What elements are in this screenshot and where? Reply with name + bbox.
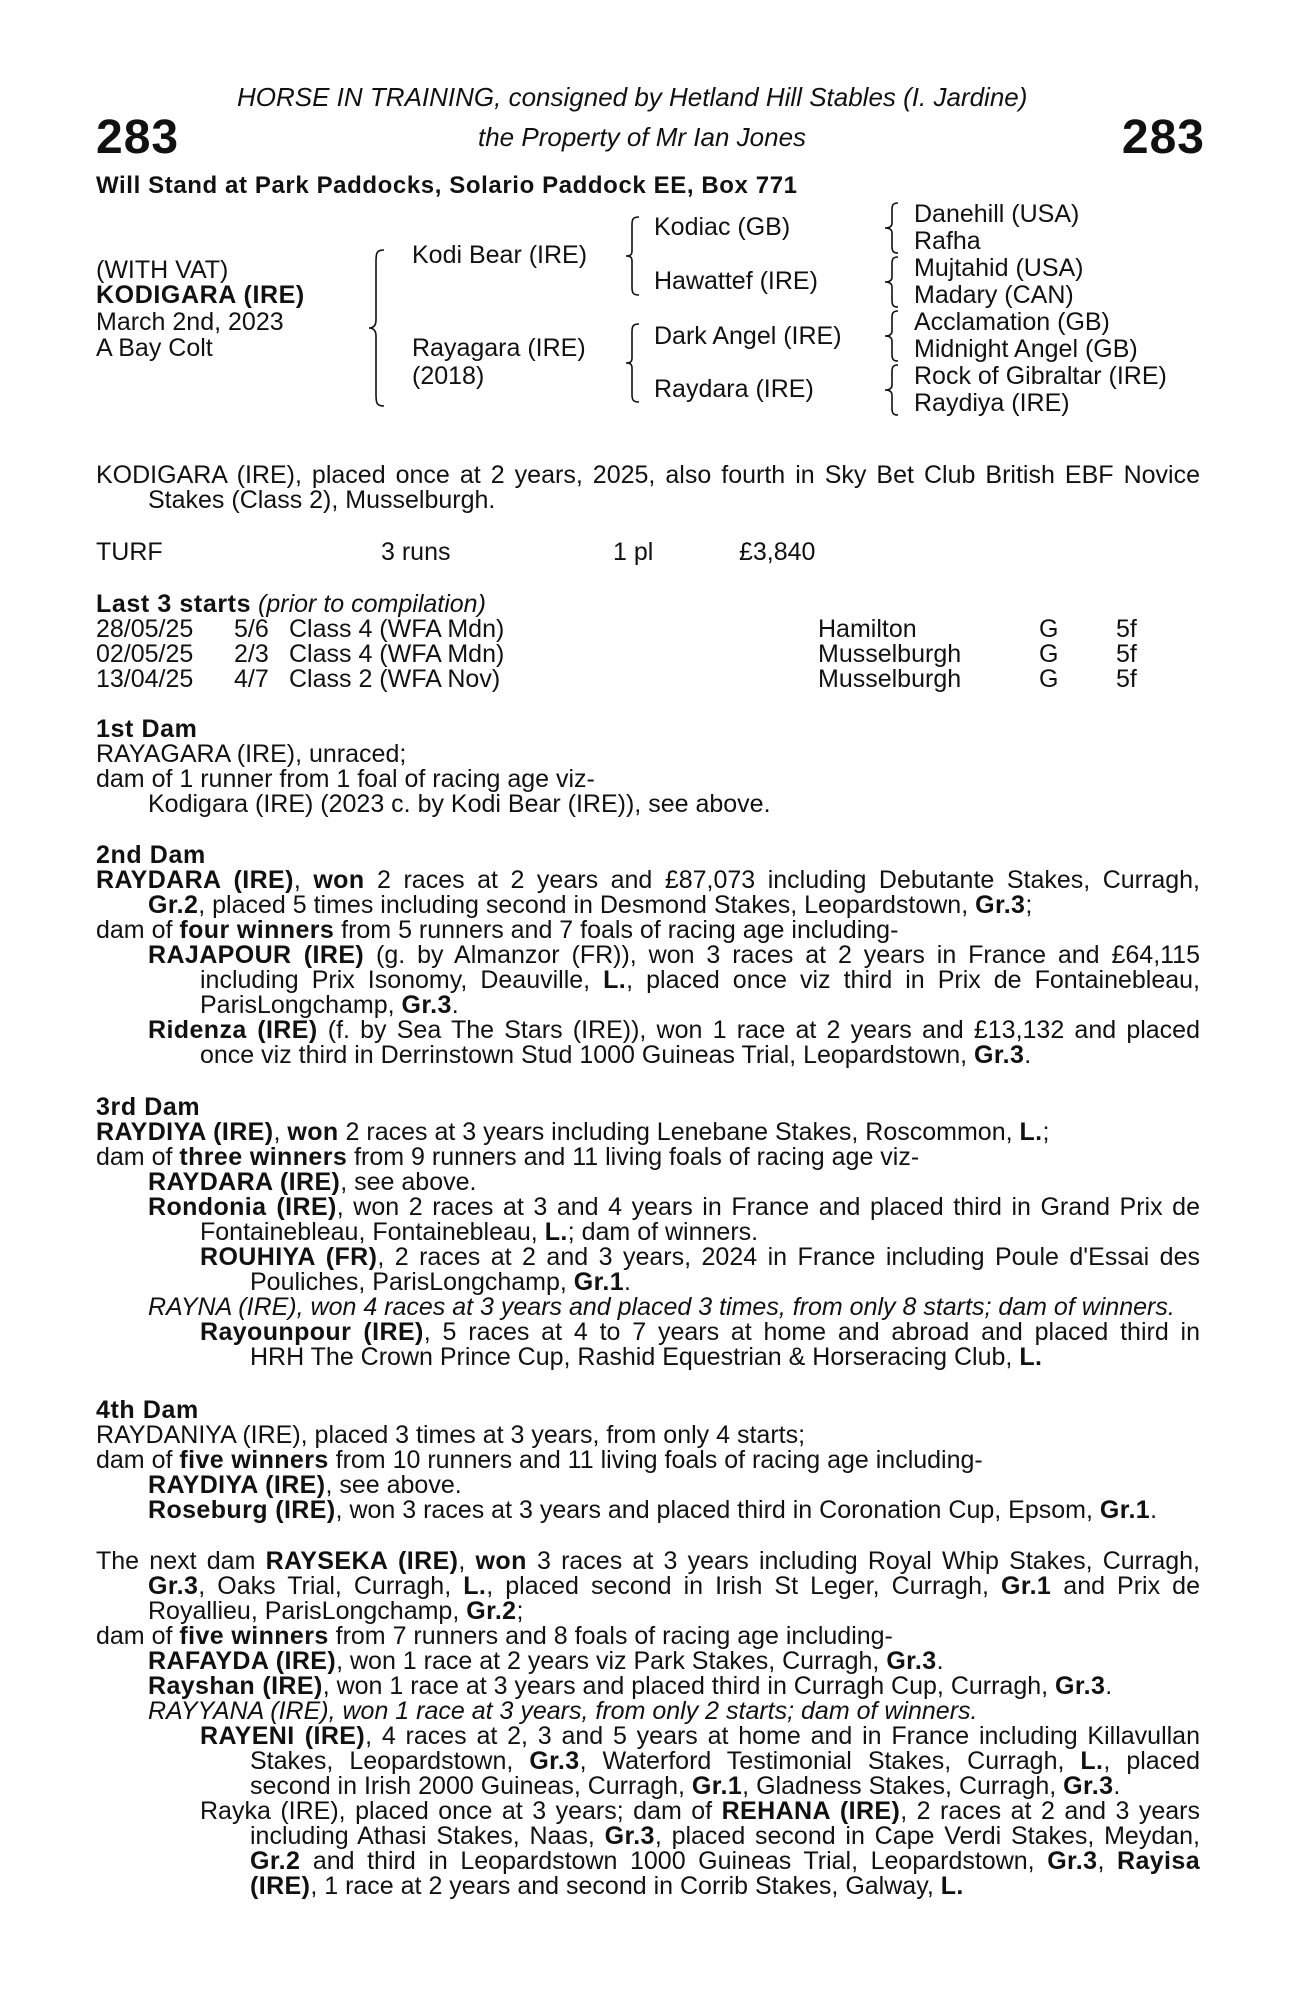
list-item (96, 1674, 1200, 1699)
nextdam-b-bold: five winners (179, 1622, 329, 1650)
nextdam-f3-pre: second in Irish 2000 Guineas, Curragh, (250, 1772, 692, 1800)
dam3-d-name: Rondonia (IRE) (148, 1193, 337, 1221)
nextdam-f2-gr: Gr.3 (529, 1747, 580, 1775)
dam4-b-rest: from 10 runners and 11 living foals of racing age including- (328, 1446, 983, 1474)
lot-number-right: 283 (1121, 111, 1205, 164)
pedigree-sire: Kodi Bear (IRE) (412, 241, 588, 269)
text-line (96, 1549, 1200, 1574)
dam4-d-gr: Gr.1 (1099, 1496, 1151, 1524)
fourth-dam-section (96, 1398, 1200, 1523)
pedigree-sds: Mujtahid (USA) (914, 254, 1084, 282)
dam1-l3: Kodigara (IRE) (2023 c. by Kodi Bear (IRE)), see above. (148, 790, 771, 818)
list-item (96, 1799, 1200, 1824)
pedigree-dss: Acclamation (GB) (914, 308, 1110, 336)
start-distance: 5f (1116, 615, 1137, 643)
nextdam-b-rest: from 7 runners and 8 foals of racing age including- (328, 1622, 893, 1650)
nextdam-a2-L: L. (463, 1572, 487, 1600)
start-date: 28/05/25 (96, 615, 194, 643)
dam2-c3-end: . (451, 991, 459, 1019)
pedigree-sd: Hawattef (IRE) (654, 267, 818, 295)
start-course: Musselburgh (818, 640, 962, 668)
nextdam-d-rest: , won 1 race at 3 years and placed third in Curragh Cup, Curragh, (322, 1672, 1056, 1700)
horse-summary (96, 463, 1200, 513)
start-position: 2/3 (234, 640, 269, 668)
nextdam-c-end: . (936, 1647, 944, 1675)
brace-sd (884, 255, 900, 309)
start-race: Class 4 (WFA Mdn) (289, 615, 505, 643)
dam3-c-name: RAYDARA (IRE) (148, 1168, 341, 1196)
nextdam-b-pre: dam of (96, 1622, 180, 1650)
nextdam-g-rest: , 2 races at 2 and 3 years (900, 1797, 1201, 1825)
nextdam-e-name: RAYYANA (IRE) (148, 1697, 329, 1725)
nextdam-g4-L: L. (940, 1872, 964, 1900)
nextdam-a3-end: ; (516, 1597, 524, 1625)
nextdam-d-name: Rayshan (IRE) (148, 1672, 323, 1700)
text-line (96, 1599, 1200, 1624)
dam2-d2-end: . (1024, 1041, 1032, 1069)
nextdam-c-gr: Gr.3 (886, 1647, 937, 1675)
second-dam-section (96, 843, 1200, 1068)
nextdam-e-rest: , won 1 race at 3 years, from only 2 starts; dam of winners. (328, 1697, 978, 1725)
record-placings: 1 pl (613, 538, 654, 566)
dam2-a-cont: , placed 5 times including second in Desmond Stakes, Leopardstown, (198, 891, 976, 919)
summary-line-2: Stakes (Class 2), Musselburgh. (148, 486, 496, 514)
nextdam-a-pre: The next dam (96, 1547, 266, 1575)
dam2-a-gr3: Gr.3 (975, 891, 1026, 919)
nextdam-g3-name: Rayisa (1116, 1847, 1200, 1875)
start-position: 5/6 (234, 615, 269, 643)
property-line: the Property of Mr Ian Jones (478, 122, 807, 152)
text-line (96, 1145, 1200, 1170)
text-line (96, 1624, 1200, 1649)
dam2-a-gr2: Gr.2 (148, 891, 199, 919)
nextdam-a-won: won (475, 1547, 527, 1575)
text-line (96, 1448, 1200, 1473)
nextdam-c-rest: , won 1 race at 2 years viz Park Stakes, Curragh, (336, 1647, 887, 1675)
text-line (96, 1120, 1200, 1145)
brace-main (368, 248, 386, 408)
dam2-c-name: RAJAPOUR (IRE) (148, 941, 365, 969)
second-dam-heading: 2nd Dam (96, 841, 206, 869)
text-line (96, 1774, 1200, 1799)
dam3-b-pre: dam of (96, 1143, 180, 1171)
dam2-a-rest: 2 races at 2 years and £87,073 including Debutante Stakes, Curragh, (364, 866, 1200, 894)
list-item (96, 1245, 1200, 1270)
dam2-d2-pre: once viz third in Derrinstown Stud 1000 Guineas Trial, Leopardstown, (200, 1041, 975, 1069)
nextdam-a3-gr: Gr.2 (466, 1597, 517, 1625)
nextdam-a2-rest: and Prix de (1051, 1572, 1200, 1600)
stand-location: Will Stand at Park Paddocks, Solario Paddock EE, Box 771 (96, 172, 798, 199)
dam2-c3-gr: Gr.3 (401, 991, 452, 1019)
dam3-e2-pre: Pouliches, ParisLongchamp, (250, 1268, 574, 1296)
list-item (96, 1170, 1200, 1195)
dam1-l1: RAYAGARA (IRE), unraced; (96, 740, 407, 768)
nextdam-a2-mid: , Oaks Trial, Curragh, (198, 1572, 464, 1600)
start-date: 02/05/25 (96, 640, 194, 668)
dam3-a-rest: 2 races at 3 years including Lenebane Stakes, Roscommon, (338, 1118, 1020, 1146)
nextdam-a2-gr1: Gr.1 (1000, 1572, 1052, 1600)
start-position: 4/7 (234, 665, 269, 693)
next-dam-section (96, 1549, 1200, 1899)
horse-name: KODIGARA (IRE) (96, 281, 305, 309)
horse-description: A Bay Colt (96, 334, 213, 362)
text-line (96, 1220, 1200, 1245)
record-surface: TURF (96, 538, 163, 566)
first-dam-heading: 1st Dam (96, 715, 198, 743)
nextdam-f-rest: , 4 races at 2, 3 and 5 years at home and in France including Killavullan (365, 1722, 1200, 1750)
last-starts-heading (96, 592, 486, 617)
pedigree-sdd: Madary (CAN) (914, 281, 1074, 309)
dam2-a-end: ; (1025, 891, 1033, 919)
nextdam-g3-sep: , (1097, 1847, 1117, 1875)
dam2-c2-L: L. (603, 966, 627, 994)
dam4-c-name: RAYDIYA (IRE) (148, 1471, 326, 1499)
list-item (96, 1649, 1200, 1674)
dam2-a-won: won (313, 866, 365, 894)
dam3-e2-end: . (624, 1268, 631, 1296)
dam3-g2-L: L. (1019, 1343, 1043, 1371)
dam3-d2-pre: Fontainebleau, Fontainebleau, (200, 1218, 545, 1246)
dam2-b-pre: dam of (96, 916, 180, 944)
start-distance: 5f (1116, 665, 1137, 693)
dam4-b-bold: five winners (179, 1446, 329, 1474)
start-going: G (1039, 615, 1059, 643)
pedigree-ss: Kodiac (GB) (654, 213, 791, 241)
nextdam-g2-rest: , placed second in Cape Verdi Stakes, Meydan, (654, 1822, 1200, 1850)
text-line: , (458, 1547, 476, 1575)
dam2-a-name: RAYDARA (IRE) (96, 866, 294, 894)
dam4-d-end: . (1150, 1496, 1158, 1524)
nextdam-g3-mid: and third in Leopardstown 1000 Guineas Trial, Leopardstown, (300, 1847, 1048, 1875)
text-line (96, 1824, 1200, 1849)
pedigree-dam-year: (2018) (412, 362, 485, 390)
list-item (96, 1018, 1200, 1043)
start-going: G (1039, 665, 1059, 693)
list-item (96, 1473, 1200, 1498)
nextdam-a3-pre: Royallieu, ParisLongchamp, (148, 1597, 467, 1625)
dam2-b-bold: four winners (179, 916, 335, 944)
consignment-line: HORSE IN TRAINING, consigned by Hetland Hill Stables (I. Jardine) (237, 82, 1028, 112)
record-runs: 3 runs (381, 538, 451, 566)
text-line (96, 1345, 1200, 1370)
dam2-d-rest: (f. by Sea The Stars (IRE)), won 1 race at 2 years and £13,132 and placed (317, 1016, 1200, 1044)
pedigree-dds: Rock of Gibraltar (IRE) (914, 362, 1167, 390)
dam3-g2-pre: HRH The Crown Prince Cup, Rashid Equestrian & Horseracing Club, (250, 1343, 1020, 1371)
start-race: Class 2 (WFA Nov) (289, 665, 501, 693)
dam3-a-name: RAYDIYA (IRE) (96, 1118, 274, 1146)
text-line (96, 968, 1200, 993)
nextdam-d-end: . (1105, 1672, 1113, 1700)
dam2-c2-pre: including Prix Isonomy, Deauville, (200, 966, 604, 994)
nextdam-f3-mid: , Gladness Stakes, Curragh, (742, 1772, 1064, 1800)
dam3-e2-gr: Gr.1 (573, 1268, 625, 1296)
dam4-b-pre: dam of (96, 1446, 180, 1474)
start-going: G (1039, 640, 1059, 668)
nextdam-g-pre: Rayka (IRE), placed once at 3 years; dam of (200, 1797, 722, 1825)
text-line (96, 1043, 1200, 1068)
brace-ss (884, 201, 900, 255)
record-earnings: £3,840 (739, 538, 816, 566)
nextdam-a-name: RAYSEKA (IRE) (265, 1547, 459, 1575)
dam2-c3-pre: ParisLongchamp, (200, 991, 402, 1019)
last-starts-title: Last 3 starts (96, 590, 252, 618)
dam4-c-rest: , see above. (325, 1471, 462, 1499)
pedigree-dsd: Midnight Angel (GB) (914, 335, 1138, 363)
nextdam-a-rest: 3 races at 3 years including Royal Whip Stakes, Curragh, (526, 1547, 1200, 1575)
nextdam-g2-gr3: Gr.3 (604, 1822, 655, 1850)
nextdam-f3-gr1: Gr.1 (691, 1772, 743, 1800)
pedigree-dd: Raydara (IRE) (654, 375, 814, 403)
dam4-a: RAYDANIYA (IRE), placed 3 times at 3 years, from only 4 starts; (96, 1421, 806, 1449)
text-line (96, 918, 1200, 943)
start-date: 13/04/25 (96, 665, 194, 693)
pedigree-ds: Dark Angel (IRE) (654, 322, 842, 350)
pedigree-ssd: Rafha (914, 227, 981, 255)
brace-ds (884, 309, 900, 363)
brace-dd (884, 363, 900, 417)
text-line (96, 1849, 1200, 1874)
last-starts-note: (prior to compilation) (258, 590, 486, 618)
dam2-b-rest: from 5 runners and 7 foals of racing age including- (334, 916, 899, 944)
nextdam-c-name: RAFAYDA (IRE) (148, 1647, 337, 1675)
list-item (96, 943, 1200, 968)
nextdam-g4-name: (IRE) (250, 1872, 311, 1900)
nextdam-a2-mid2: , placed second in Irish St Leger, Curragh, (486, 1572, 1001, 1600)
horse-dob: March 2nd, 2023 (96, 308, 284, 336)
start-course: Musselburgh (818, 665, 962, 693)
nextdam-f2-L: L. (1080, 1747, 1104, 1775)
pedigree-ddd: Raydiya (IRE) (914, 389, 1070, 417)
dam3-b-bold: three winners (179, 1143, 348, 1171)
brace-dam (625, 322, 641, 404)
brace-sire (625, 215, 641, 297)
text-line (96, 893, 1200, 918)
text-line (96, 868, 1200, 893)
dam4-d-name: Roseburg (IRE) (148, 1496, 336, 1524)
list-item (96, 1699, 1200, 1724)
nextdam-g2-pre: including Athasi Stakes, Naas, (250, 1822, 605, 1850)
lot-number-left: 283 (96, 111, 180, 164)
dam3-g-name: Rayounpour (IRE) (200, 1318, 424, 1346)
nextdam-f-name: RAYENI (IRE) (200, 1722, 366, 1750)
dam3-b-rest: from 9 runners and 11 living foals of racing age viz- (347, 1143, 920, 1171)
list-item (96, 1320, 1200, 1345)
first-dam-section (96, 717, 1200, 817)
list-item (96, 1195, 1200, 1220)
nextdam-g3-gr3: Gr.3 (1047, 1847, 1098, 1875)
dam3-a-end: ; (1042, 1118, 1050, 1146)
nextdam-g4-rest: , 1 race at 2 years and second in Corrib Stakes, Galway, (310, 1872, 941, 1900)
nextdam-f2-mid: , Waterford Testimonial Stakes, Curragh, (579, 1747, 1081, 1775)
nextdam-f2-rest: , placed (1103, 1747, 1200, 1775)
dam2-d2-gr: Gr.3 (974, 1041, 1025, 1069)
dam2-c-rest: (g. by Almanzor (FR)), won 3 races at 2 years in France and £64,115 (364, 941, 1200, 969)
dam3-d2-rest: ; dam of winners. (567, 1218, 759, 1246)
dam3-d-rest: , won 2 races at 3 and 4 years in France and placed third in Grand Prix de (336, 1193, 1200, 1221)
text-line (96, 1749, 1200, 1774)
dam3-e-rest: , 2 races at 2 and 3 years, 2024 in France including Poule d'Essai des (377, 1243, 1200, 1271)
text-line (96, 1574, 1200, 1599)
dam3-c-rest: , see above. (340, 1168, 477, 1196)
dam1-l2: dam of 1 runner from 1 foal of racing age viz- (96, 765, 595, 793)
dam3-f-name: RAYNA (IRE) (148, 1293, 297, 1321)
text-line (96, 1874, 1200, 1899)
text-line: , (293, 866, 314, 894)
nextdam-f3-gr3: Gr.3 (1063, 1772, 1114, 1800)
nextdam-g3-gr2: Gr.2 (250, 1847, 301, 1875)
vat-note: (WITH VAT) (96, 256, 229, 284)
start-race: Class 4 (WFA Mdn) (289, 640, 505, 668)
third-dam-heading: 3rd Dam (96, 1093, 201, 1121)
nextdam-d-gr: Gr.3 (1055, 1672, 1106, 1700)
dam3-a-L: L. (1019, 1118, 1043, 1146)
list-item (96, 1498, 1200, 1523)
dam3-d2-L: L. (544, 1218, 568, 1246)
text-line: , (273, 1118, 288, 1146)
nextdam-f3-end: . (1113, 1772, 1121, 1800)
nextdam-a2-gr3: Gr.3 (148, 1572, 199, 1600)
pedigree-sss: Danehill (USA) (914, 200, 1080, 228)
text-line (96, 993, 1200, 1018)
dam3-a-won: won (287, 1118, 339, 1146)
text-line (96, 1270, 1200, 1295)
dam3-f-rest: , won 4 races at 3 years and placed 3 times, from only 8 starts; dam of winners. (296, 1293, 1175, 1321)
dam3-e-name: ROUHIYA (FR) (200, 1243, 378, 1271)
dam2-d-name: Ridenza (IRE) (148, 1016, 318, 1044)
start-course: Hamilton (818, 615, 917, 643)
list-item (96, 1295, 1200, 1320)
dam3-g-rest: , 5 races at 4 to 7 years at home and abroad and placed third in (423, 1318, 1200, 1346)
pedigree-dam: Rayagara (IRE) (412, 334, 586, 362)
start-distance: 5f (1116, 640, 1137, 668)
nextdam-f2-pre: Stakes, Leopardstown, (250, 1747, 530, 1775)
list-item (96, 1724, 1200, 1749)
fourth-dam-heading: 4th Dam (96, 1396, 199, 1424)
dam4-d-rest: , won 3 races at 3 years and placed third in Coronation Cup, Epsom, (335, 1496, 1100, 1524)
dam2-c2-rest: , placed once viz third in Prix de Fontainebleau, (626, 966, 1200, 994)
third-dam-section (96, 1095, 1200, 1370)
summary-line-1: KODIGARA (IRE), placed once at 2 years, 2025, also fourth in Sky Bet Club British EBF Novice (96, 461, 1200, 489)
nextdam-g-name: REHANA (IRE) (721, 1797, 901, 1825)
